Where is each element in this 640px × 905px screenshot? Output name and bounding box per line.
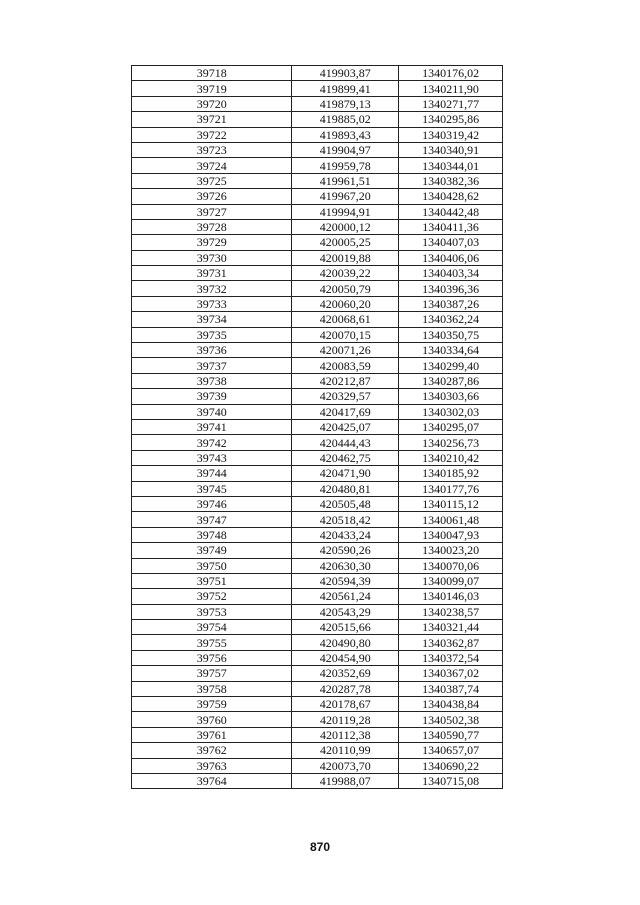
coordinates-table (131, 65, 503, 789)
point-number-cell: 39741 (132, 419, 292, 434)
table-row (132, 450, 503, 465)
y-coordinate-cell: 1340299,40 (399, 358, 503, 373)
x-coordinate-cell: 420083,59 (292, 358, 399, 373)
point-number-cell: 39764 (132, 773, 292, 788)
point-number-cell: 39763 (132, 758, 292, 773)
y-coordinate-cell: 1340185,92 (399, 466, 503, 481)
x-coordinate-cell: 419885,02 (292, 112, 399, 127)
point-number-cell: 39743 (132, 450, 292, 465)
point-number-cell: 39728 (132, 219, 292, 234)
table-row (132, 142, 503, 157)
y-coordinate-cell: 1340295,07 (399, 419, 503, 434)
x-coordinate-cell: 420071,26 (292, 343, 399, 358)
point-number-cell: 39746 (132, 496, 292, 511)
y-coordinate-cell: 1340334,64 (399, 343, 503, 358)
table-row (132, 66, 503, 81)
x-coordinate-cell: 420039,22 (292, 266, 399, 281)
point-number-cell: 39724 (132, 158, 292, 173)
table-row (132, 327, 503, 342)
table-row (132, 435, 503, 450)
point-number-cell: 39727 (132, 204, 292, 219)
y-coordinate-cell: 1340303,66 (399, 389, 503, 404)
table-row (132, 250, 503, 265)
table-row (132, 173, 503, 188)
table-row (132, 281, 503, 296)
x-coordinate-cell: 419879,13 (292, 96, 399, 111)
y-coordinate-cell: 1340115,12 (399, 496, 503, 511)
y-coordinate-cell: 1340387,74 (399, 681, 503, 696)
y-coordinate-cell: 1340177,76 (399, 481, 503, 496)
table-row (132, 219, 503, 234)
y-coordinate-cell: 1340211,90 (399, 81, 503, 96)
x-coordinate-cell: 420417,69 (292, 404, 399, 419)
table-row (132, 727, 503, 742)
x-coordinate-cell: 420425,07 (292, 419, 399, 434)
x-coordinate-cell: 420068,61 (292, 312, 399, 327)
x-coordinate-cell: 420060,20 (292, 296, 399, 311)
point-number-cell: 39730 (132, 250, 292, 265)
y-coordinate-cell: 1340428,62 (399, 189, 503, 204)
y-coordinate-cell: 1340382,36 (399, 173, 503, 188)
point-number-cell: 39744 (132, 466, 292, 481)
table-row (132, 112, 503, 127)
page-number: 870 (309, 840, 331, 854)
y-coordinate-cell: 1340387,26 (399, 296, 503, 311)
y-coordinate-cell: 1340256,73 (399, 435, 503, 450)
x-coordinate-cell: 420462,75 (292, 450, 399, 465)
x-coordinate-cell: 420073,70 (292, 758, 399, 773)
y-coordinate-cell: 1340047,93 (399, 527, 503, 542)
table-row (132, 589, 503, 604)
x-coordinate-cell: 420454,90 (292, 650, 399, 665)
point-number-cell: 39722 (132, 127, 292, 142)
table-row (132, 697, 503, 712)
point-number-cell: 39752 (132, 589, 292, 604)
table-row (132, 127, 503, 142)
y-coordinate-cell: 1340442,48 (399, 204, 503, 219)
y-coordinate-cell: 1340344,01 (399, 158, 503, 173)
y-coordinate-cell: 1340396,36 (399, 281, 503, 296)
point-number-cell: 39745 (132, 481, 292, 496)
y-coordinate-cell: 1340690,22 (399, 758, 503, 773)
y-coordinate-cell: 1340372,54 (399, 650, 503, 665)
table-row (132, 81, 503, 96)
table-row (132, 543, 503, 558)
table-row (132, 558, 503, 573)
x-coordinate-cell: 419899,41 (292, 81, 399, 96)
x-coordinate-cell: 420070,15 (292, 327, 399, 342)
x-coordinate-cell: 420630,30 (292, 558, 399, 573)
y-coordinate-cell: 1340295,86 (399, 112, 503, 127)
y-coordinate-cell: 1340715,08 (399, 773, 503, 788)
y-coordinate-cell: 1340023,20 (399, 543, 503, 558)
table-row (132, 189, 503, 204)
table-row (132, 527, 503, 542)
point-number-cell: 39720 (132, 96, 292, 111)
y-coordinate-cell: 1340590,77 (399, 727, 503, 742)
point-number-cell: 39729 (132, 235, 292, 250)
table-row (132, 481, 503, 496)
x-coordinate-cell: 419903,87 (292, 66, 399, 81)
point-number-cell: 39736 (132, 343, 292, 358)
x-coordinate-cell: 420019,88 (292, 250, 399, 265)
x-coordinate-cell: 420471,90 (292, 466, 399, 481)
y-coordinate-cell: 1340210,42 (399, 450, 503, 465)
x-coordinate-cell: 420444,43 (292, 435, 399, 450)
x-coordinate-cell: 420561,24 (292, 589, 399, 604)
coordinates-table-body (132, 66, 503, 789)
y-coordinate-cell: 1340438,84 (399, 697, 503, 712)
point-number-cell: 39721 (132, 112, 292, 127)
x-coordinate-cell: 420590,26 (292, 543, 399, 558)
y-coordinate-cell: 1340287,86 (399, 373, 503, 388)
x-coordinate-cell: 420212,87 (292, 373, 399, 388)
point-number-cell: 39735 (132, 327, 292, 342)
table-row (132, 373, 503, 388)
point-number-cell: 39718 (132, 66, 292, 81)
y-coordinate-cell: 1340271,77 (399, 96, 503, 111)
point-number-cell: 39726 (132, 189, 292, 204)
table-row (132, 604, 503, 619)
point-number-cell: 39750 (132, 558, 292, 573)
point-number-cell: 39725 (132, 173, 292, 188)
table-row (132, 650, 503, 665)
point-number-cell: 39756 (132, 650, 292, 665)
table-row (132, 743, 503, 758)
x-coordinate-cell: 420005,25 (292, 235, 399, 250)
point-number-cell: 39762 (132, 743, 292, 758)
y-coordinate-cell: 1340657,07 (399, 743, 503, 758)
table-row (132, 358, 503, 373)
x-coordinate-cell: 420594,39 (292, 573, 399, 588)
point-number-cell: 39751 (132, 573, 292, 588)
y-coordinate-cell: 1340367,02 (399, 666, 503, 681)
point-number-cell: 39747 (132, 512, 292, 527)
point-number-cell: 39740 (132, 404, 292, 419)
x-coordinate-cell: 420515,66 (292, 620, 399, 635)
y-coordinate-cell: 1340061,48 (399, 512, 503, 527)
point-number-cell: 39737 (132, 358, 292, 373)
x-coordinate-cell: 420119,28 (292, 712, 399, 727)
x-coordinate-cell: 420352,69 (292, 666, 399, 681)
point-number-cell: 39754 (132, 620, 292, 635)
x-coordinate-cell: 420287,78 (292, 681, 399, 696)
point-number-cell: 39739 (132, 389, 292, 404)
point-number-cell: 39734 (132, 312, 292, 327)
y-coordinate-cell: 1340176,02 (399, 66, 503, 81)
y-coordinate-cell: 1340302,03 (399, 404, 503, 419)
point-number-cell: 39761 (132, 727, 292, 742)
x-coordinate-cell: 420518,42 (292, 512, 399, 527)
x-coordinate-cell: 420178,67 (292, 697, 399, 712)
point-number-cell: 39760 (132, 712, 292, 727)
x-coordinate-cell: 420490,80 (292, 635, 399, 650)
x-coordinate-cell: 420543,29 (292, 604, 399, 619)
point-number-cell: 39759 (132, 697, 292, 712)
point-number-cell: 39733 (132, 296, 292, 311)
point-number-cell: 39723 (132, 142, 292, 157)
y-coordinate-cell: 1340502,38 (399, 712, 503, 727)
y-coordinate-cell: 1340340,91 (399, 142, 503, 157)
x-coordinate-cell: 420433,24 (292, 527, 399, 542)
table-row (132, 773, 503, 788)
x-coordinate-cell: 419967,20 (292, 189, 399, 204)
point-number-cell: 39738 (132, 373, 292, 388)
table-row (132, 343, 503, 358)
point-number-cell: 39732 (132, 281, 292, 296)
point-number-cell: 39758 (132, 681, 292, 696)
y-coordinate-cell: 1340403,34 (399, 266, 503, 281)
y-coordinate-cell: 1340350,75 (399, 327, 503, 342)
table-row (132, 758, 503, 773)
table-row (132, 296, 503, 311)
y-coordinate-cell: 1340407,03 (399, 235, 503, 250)
x-coordinate-cell: 419959,78 (292, 158, 399, 173)
x-coordinate-cell: 419893,43 (292, 127, 399, 142)
y-coordinate-cell: 1340411,36 (399, 219, 503, 234)
x-coordinate-cell: 419988,07 (292, 773, 399, 788)
table-row (132, 573, 503, 588)
point-number-cell: 39742 (132, 435, 292, 450)
y-coordinate-cell: 1340362,24 (399, 312, 503, 327)
table-row (132, 512, 503, 527)
y-coordinate-cell: 1340406,06 (399, 250, 503, 265)
point-number-cell: 39755 (132, 635, 292, 650)
x-coordinate-cell: 420050,79 (292, 281, 399, 296)
table-row (132, 620, 503, 635)
point-number-cell: 39731 (132, 266, 292, 281)
y-coordinate-cell: 1340321,44 (399, 620, 503, 635)
y-coordinate-cell: 1340070,06 (399, 558, 503, 573)
table-row (132, 712, 503, 727)
table-row (132, 466, 503, 481)
x-coordinate-cell: 419994,91 (292, 204, 399, 219)
y-coordinate-cell: 1340362,87 (399, 635, 503, 650)
table-row (132, 419, 503, 434)
table-row (132, 404, 503, 419)
table-row (132, 235, 503, 250)
table-row (132, 496, 503, 511)
y-coordinate-cell: 1340146,03 (399, 589, 503, 604)
point-number-cell: 39748 (132, 527, 292, 542)
table-row (132, 312, 503, 327)
table-row (132, 681, 503, 696)
point-number-cell: 39719 (132, 81, 292, 96)
x-coordinate-cell: 419904,97 (292, 142, 399, 157)
table-row (132, 96, 503, 111)
x-coordinate-cell: 420112,38 (292, 727, 399, 742)
table-row (132, 158, 503, 173)
y-coordinate-cell: 1340099,07 (399, 573, 503, 588)
table-row (132, 389, 503, 404)
x-coordinate-cell: 420505,48 (292, 496, 399, 511)
table-row (132, 266, 503, 281)
table-row (132, 635, 503, 650)
table-row (132, 666, 503, 681)
point-number-cell: 39757 (132, 666, 292, 681)
point-number-cell: 39749 (132, 543, 292, 558)
point-number-cell: 39753 (132, 604, 292, 619)
x-coordinate-cell: 420110,99 (292, 743, 399, 758)
x-coordinate-cell: 419961,51 (292, 173, 399, 188)
y-coordinate-cell: 1340319,42 (399, 127, 503, 142)
table-row (132, 204, 503, 219)
y-coordinate-cell: 1340238,57 (399, 604, 503, 619)
x-coordinate-cell: 420000,12 (292, 219, 399, 234)
x-coordinate-cell: 420329,57 (292, 389, 399, 404)
x-coordinate-cell: 420480,81 (292, 481, 399, 496)
